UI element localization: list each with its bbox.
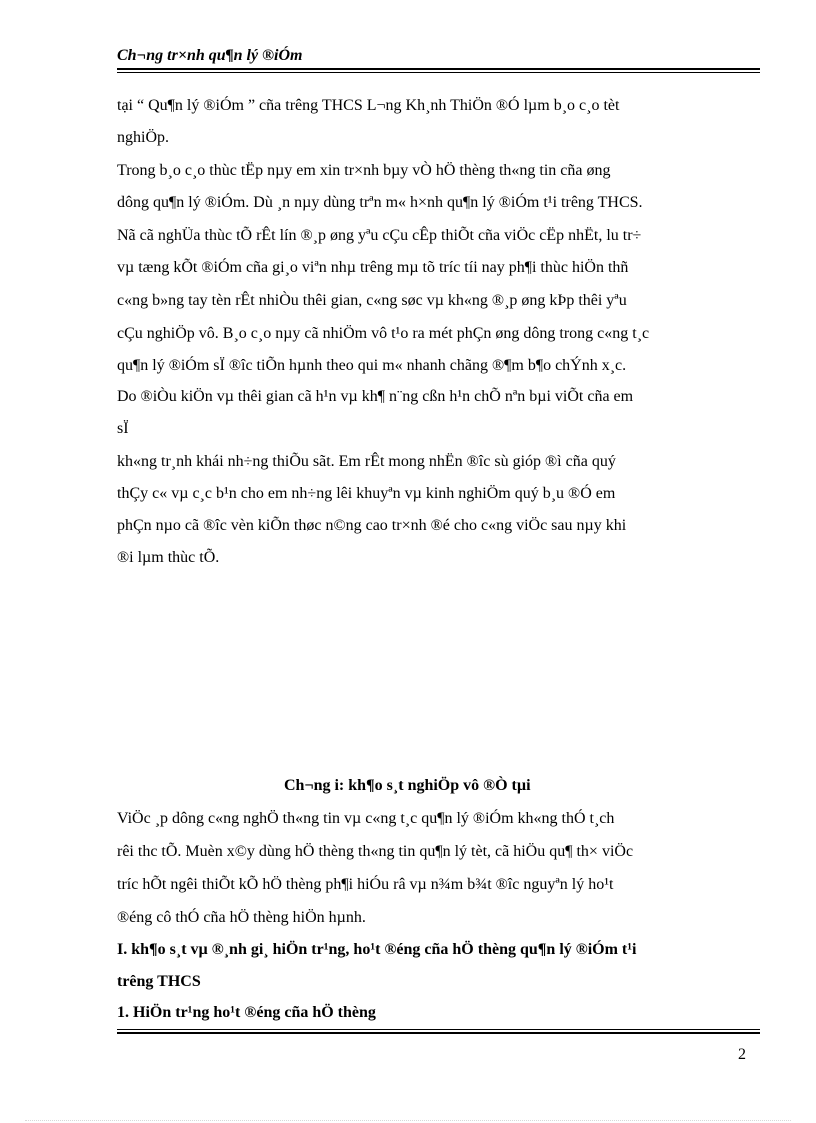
paragraph-line: phÇn nµo cã ®îc vèn kiÕn thøc n©ng cao tr×nh ®é cho c«ng viÖc sau nµy khi (117, 517, 627, 534)
paragraph-line: tại “ Qu¶n lý ®iÓm ” cña trêng THCS L¬ng Kh¸nh ThiÖn ®Ó lµm b¸o c¸o tèt (117, 97, 620, 114)
paragraph-line: nghiÖp. (117, 129, 169, 146)
section-heading: trêng THCS (117, 973, 201, 990)
paragraph-line: dông qu¶n lý ®iÓm. Dù ¸n nµy dùng trªn m« h×nh qu¶n lý ®iÓm t¹i trêng THCS. (117, 194, 643, 211)
header-rule-bottom (117, 72, 760, 73)
paragraph-line: qu¶n lý ®iÓm sÏ ®îc tiÕn hµnh theo qui m« nhanh chãng ®¶m b¶o chÝnh x¸c. (117, 357, 627, 374)
paragraph-line: Trong b¸o c¸o thùc tËp nµy em xin tr×nh bµy vÒ hÖ thèng th«ng tin cña øng (117, 162, 611, 179)
paragraph-line: vµ tæng kÕt ®iÓm cña gi¸o viªn nhµ trêng mµ tõ tríc tíi nay ph¶i thùc hiÖn thñ (117, 259, 629, 276)
paragraph-line: kh«ng tr¸nh khái nh÷ng thiÕu sãt. Em rÊt mong nhËn ®îc sù gióp ®ì cña quý (117, 453, 616, 470)
header-rule-top (117, 68, 760, 70)
paragraph-line: thÇy c« vµ c¸c b¹n cho em nh÷ng lêi khuyªn vµ kinh nghiÖm quý b¸u ®Ó em (117, 485, 616, 502)
page-edge-divider (25, 1120, 791, 1121)
paragraph-line: cÇu nghiÖp vô. B¸o c¸o nµy cã nhiÖm vô t¹o ra mét phÇn øng dông trong c«ng t¸c (117, 325, 650, 342)
paragraph-line: sÏ (117, 420, 129, 437)
paragraph-line: Nã cã nghÜa thùc tÕ rÊt lín ®¸p øng yªu cÇu cÊp thiÕt cña viÖc cËp nhËt, lu tr÷ (117, 227, 642, 244)
paragraph-line: ®i lµm thùc tÕ. (117, 549, 220, 566)
paragraph-line: ®éng cô thÓ cña hÖ thèng hiÖn hµnh. (117, 909, 366, 926)
footer-rule-top (117, 1029, 760, 1030)
section-heading: I. kh¶o s¸t vµ ®¸nh gi¸ hiÖn tr¹ng, ho¹t ®éng cña hÖ thèng qu¶n lý ®iÓm t¹i (117, 941, 637, 958)
subsection-heading: 1. HiÖn tr¹ng ho¹t ®éng cña hÖ thèng (117, 1004, 376, 1021)
page-number: 2 (738, 1046, 746, 1063)
paragraph-line: c«ng b»ng tay tèn rÊt nhiÒu thêi gian, c«ng søc vµ kh«ng ®¸p øng kÞp thêi yªu (117, 292, 627, 309)
running-header-title: Ch¬ng tr×nh qu¶n lý ®iÓm (117, 47, 303, 64)
paragraph-line: tríc hÕt ngêi thiÕt kÕ hÖ thèng ph¶i hiÓu râ vµ n¾m b¾t ®îc nguyªn lý ho¹t (117, 876, 614, 893)
paragraph-line: Do ®iÒu kiÖn vµ thêi gian cã h¹n vµ kh¶ n¨ng cßn h¹n chÕ nªn bµi viÕt cña em (117, 388, 634, 405)
footer-rule-bottom (117, 1032, 760, 1034)
chapter-title: Ch¬ng i: kh¶o s¸t nghiÖp vô ®Ò tµi (284, 777, 531, 794)
paragraph-line: ViÖc ¸p dông c«ng nghÖ th«ng tin vµ c«ng t¸c qu¶n lý ®iÓm kh«ng thÓ t¸ch (117, 810, 615, 827)
paragraph-line: rêi thc tÕ. Muèn x©y dùng hÖ thèng th«ng tin qu¶n lý tèt, cã hiÖu qu¶ th× viÖc (117, 843, 634, 860)
